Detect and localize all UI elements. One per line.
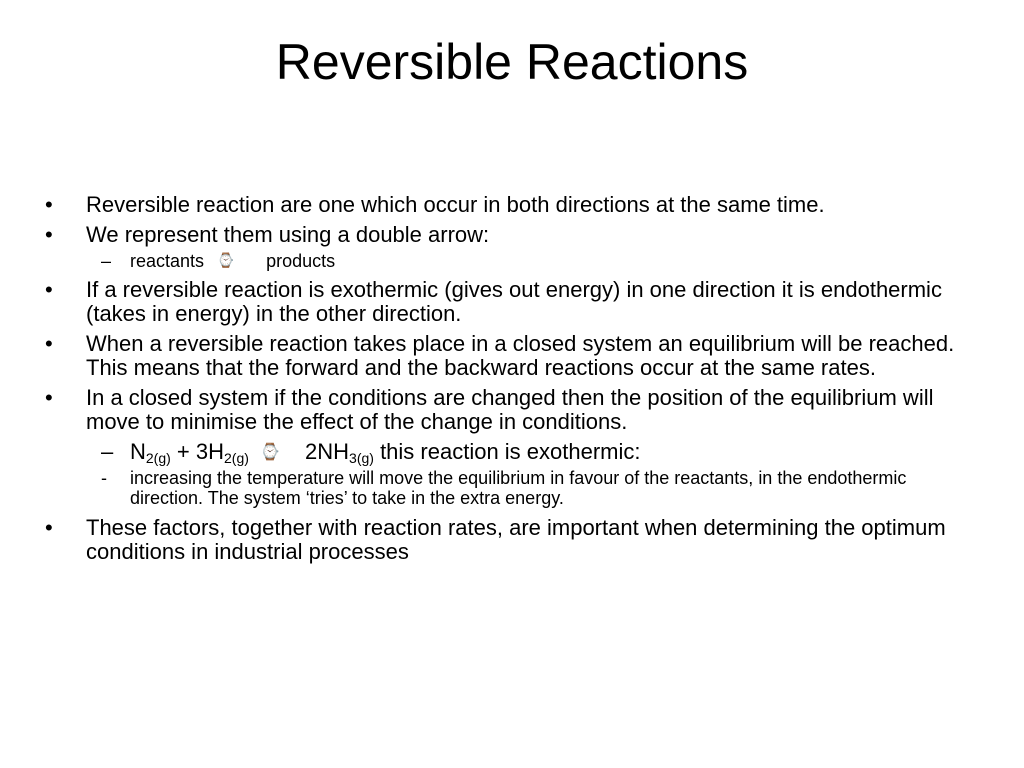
bullet-item: [0, 223, 1024, 247]
bullet-marker: •: [45, 222, 53, 247]
bullet-marker: •: [45, 192, 53, 217]
bullet-marker: •: [45, 277, 53, 302]
sub-marker: -: [101, 468, 107, 488]
bullet-text: When a reversible reaction takes place in a closed system an equilibrium will be reached. This means that the forward and the backward reactions occur at the same rates.: [86, 331, 955, 380]
sub-item-reactants-products: [0, 251, 1024, 271]
equation-n2-subscript: 2(g): [145, 450, 171, 466]
bullet-item: [0, 193, 1024, 217]
reactants-label: reactants: [130, 251, 205, 271]
sub-item-equation: [0, 440, 1024, 464]
double-arrow-icon: ⌚: [217, 253, 235, 269]
products-label: products: [266, 251, 336, 271]
sub-item-temperature: [0, 468, 1024, 508]
sub-text: increasing the temperature will move the equilibrium in favour of the reactants, in the endothermic direction. The system ‘tries’ to take in the extra energy.: [130, 468, 907, 508]
bullet-text: In a closed system if the conditions are changed then the position of the equilibrium will move to minimise the effect of the change in conditions.: [86, 385, 934, 434]
bullet-text: These factors, together with reaction rates, are important when determining the optimum conditions in industrial processes: [86, 515, 946, 564]
slide-title: Reversible Reactions: [275, 34, 749, 90]
bullet-item: [0, 516, 1024, 564]
slide-content: [0, 193, 1024, 570]
bullet-text: We represent them using a double arrow:: [86, 222, 490, 247]
double-arrow-icon: ⌚: [260, 442, 280, 461]
sub-marker: –: [101, 251, 112, 271]
equation-tail: this reaction is exothermic:: [373, 439, 641, 464]
equation-nh3: 2NH: [305, 439, 350, 464]
bullet-text: Reversible reaction are one which occur in both directions at the same time.: [86, 192, 825, 217]
bullet-item: [0, 278, 1024, 326]
equation-nh3-subscript: 3(g): [349, 450, 374, 466]
equation-h2: + 3H: [170, 439, 224, 464]
bullet-item: [0, 386, 1024, 434]
sub-marker: –: [101, 439, 114, 464]
bullet-marker: •: [45, 385, 53, 410]
equation-n2: N: [130, 439, 146, 464]
equation-h2-subscript: 2(g): [224, 450, 249, 466]
bullet-marker: •: [45, 331, 53, 356]
bullet-text: If a reversible reaction is exothermic (gives out energy) in one direction it is endothermic (takes in energy) in the other direction.: [86, 277, 942, 326]
bullet-marker: •: [45, 515, 53, 540]
bullet-item: [0, 332, 1024, 380]
